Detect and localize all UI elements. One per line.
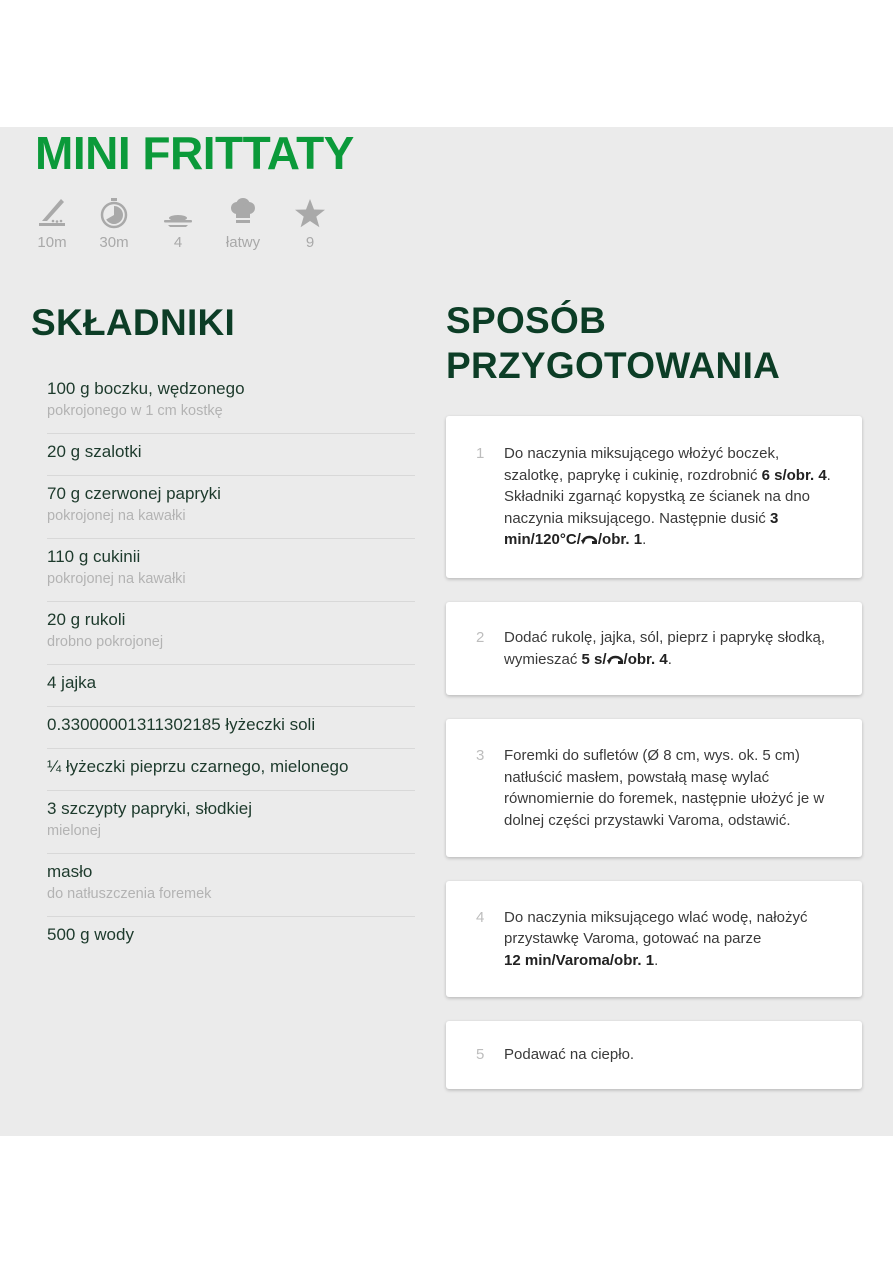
knife-cutting-icon — [35, 196, 69, 230]
ingredient-item — [47, 476, 415, 539]
step-setting: 6 s/obr. 4 — [761, 466, 827, 484]
step-text-segment: Dodać rukolę, jajka, sól, pieprz i paprykę słodką, wymieszać — [504, 629, 825, 668]
step-setting: 3 min/120°C/ — [504, 509, 779, 549]
step-content — [476, 627, 842, 670]
prep-time-value: 10m — [37, 234, 67, 251]
step-content — [476, 745, 842, 831]
step-card — [446, 881, 862, 997]
step-content — [476, 907, 842, 972]
ingredient-item — [47, 665, 415, 707]
ingredient-name: 100 g boczku, wędzonego — [47, 379, 245, 398]
ingredient-name: 4 jajka — [47, 673, 97, 692]
reverse-blade-icon — [607, 649, 624, 671]
ingredient-note: pokrojonego w 1 cm kostkę — [47, 403, 223, 419]
ingredient-name: ¼ łyżeczki pieprzu czarnego, mielonego — [47, 757, 349, 776]
step-number: 3 — [476, 747, 485, 764]
ingredient-note: do natłuszczenia foremek — [47, 886, 212, 902]
ingredient-note: pokrojonej na kawałki — [47, 571, 186, 587]
ingredient-name: 0.33000001311302185 łyżeczki soli — [47, 715, 316, 734]
step-card — [446, 719, 862, 857]
ingredient-name: 20 g szalotki — [47, 442, 142, 461]
step-setting: /obr. 4 — [623, 650, 668, 668]
step-text-segment: . — [642, 531, 647, 549]
step-card — [446, 1021, 862, 1089]
step-text-segment: Foremki do sufletów (Ø 8 cm, wys. ok. 5 cm) natłuścić masłem, powstałą masę wylać równomiernie do foremek, następnie ułożyć je w dolnej części przystawki Varoma, odstawić. — [504, 747, 825, 829]
step-content — [476, 443, 842, 551]
step-number: 4 — [476, 908, 485, 926]
ingredient-item — [47, 434, 415, 476]
meta-total-time — [92, 196, 136, 251]
method-heading — [446, 298, 866, 388]
step-card — [446, 416, 862, 578]
step-text — [504, 745, 842, 831]
step-text — [504, 443, 842, 551]
ingredient-name: 20 g rukoli — [47, 610, 126, 629]
ingredient-item — [47, 917, 415, 958]
step-text — [504, 627, 842, 670]
meta-rating — [288, 196, 332, 251]
recipe-title: MINI FRITTATY — [35, 127, 354, 179]
meta-difficulty — [221, 196, 265, 251]
step-text-segment: Do naczynia miksującego wlać wodę, nałożyć przystawkę Varoma, gotować na parze — [504, 908, 808, 948]
ingredient-note: pokrojonej na kawałki — [47, 508, 186, 524]
meta-prep-time — [30, 196, 74, 251]
step-setting: /obr. 1 — [597, 531, 643, 549]
method-heading-line1: SPOSÓB — [446, 300, 607, 341]
step-text-segment: Do naczynia miksującego włożyć boczek, szalotkę, paprykę i cukinię, rozdrobnić — [504, 445, 780, 484]
ingredient-note: drobno pokrojonej — [47, 634, 164, 650]
ingredient-item — [47, 539, 415, 602]
ingredient-item — [47, 371, 415, 434]
ingredient-item — [47, 602, 415, 665]
step-number: 1 — [476, 445, 485, 463]
step-number: 5 — [476, 1046, 485, 1064]
ingredient-name: 70 g czerwonej papryki — [47, 484, 221, 503]
servings-value: 4 — [173, 234, 183, 251]
step-card — [446, 602, 862, 695]
method-heading-line2: PRZYGOTOWANIA — [446, 345, 781, 386]
step-setting: 12 min/Varoma/obr. 1 — [504, 951, 655, 969]
ingredients-heading: SKŁADNIKI — [31, 302, 236, 343]
ingredient-note: mielonej — [47, 823, 101, 839]
star-icon — [293, 196, 327, 230]
ingredients-list — [47, 371, 415, 958]
step-number: 2 — [476, 629, 485, 646]
difficulty-value: łatwy — [225, 234, 261, 251]
ingredient-name: 500 g wody — [47, 925, 134, 944]
stopwatch-icon — [97, 196, 131, 230]
ingredient-item — [47, 749, 415, 791]
step-text-segment: . — [654, 951, 659, 969]
serving-dish-icon — [161, 196, 195, 230]
rating-value: 9 — [305, 234, 315, 251]
meta-servings — [156, 196, 200, 251]
step-text — [504, 907, 842, 972]
reverse-blade-icon — [581, 529, 598, 551]
ingredient-item — [47, 854, 415, 917]
step-text-segment: . Składniki zgarnąć kopystką ze ścianek na dno naczynia miksującego. Następnie dusić — [504, 466, 831, 527]
step-text — [504, 1044, 634, 1066]
step-setting: 5 s/ — [581, 650, 607, 668]
total-time-value: 30m — [99, 234, 129, 251]
ingredient-item — [47, 707, 415, 749]
step-content — [476, 1044, 634, 1066]
ingredient-name: masło — [47, 862, 93, 881]
step-text-segment: Podawać na ciepło. — [504, 1046, 635, 1064]
chef-hat-icon — [226, 196, 260, 230]
ingredient-name: 3 szczypty papryki, słodkiej — [47, 799, 253, 818]
step-text-segment: . — [667, 650, 672, 668]
ingredient-item — [47, 791, 415, 854]
ingredient-name: 110 g cukinii — [47, 547, 141, 566]
